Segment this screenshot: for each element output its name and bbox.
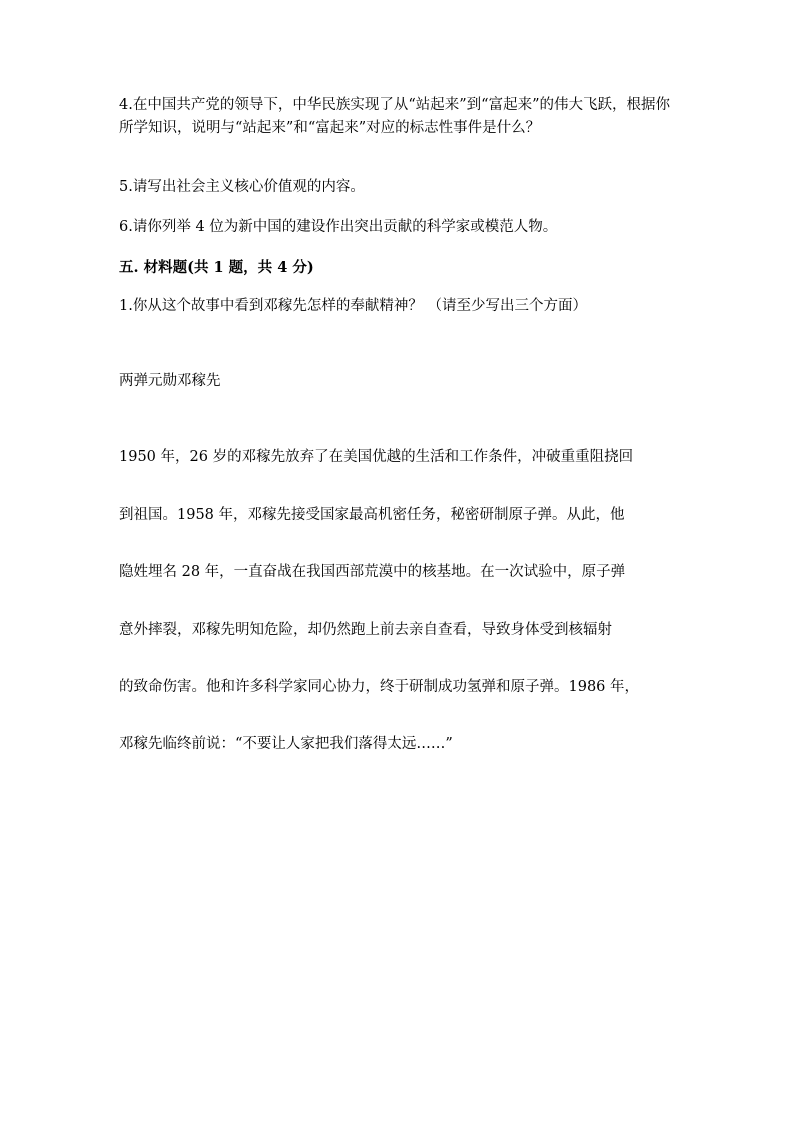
question-4: 4.在中国共产党的领导下，中华民族实现了从“站起来”到“富起来”的伟大飞跃，根据你所学知识，说明与“站起来”和“富起来”对应的标志性事件是什么？	[119, 97, 670, 136]
passage-line: 1950 年，26 岁的邓稼先放弃了在美国优越的生活和工作条件，冲破重重阻挠回	[119, 449, 634, 465]
section-title: 五. 材料题(共 1 题，共 4 分)	[119, 259, 314, 276]
passage-line: 隐姓埋名 28 年，一直奋战在我国西部荒漠中的核基地。在一次试验中，原子弹	[119, 564, 626, 580]
passage-line: 邓稼先临终前说：“不要让人家把我们落得太远……”	[119, 736, 453, 752]
question-6: 6.请你列举 4 位为新中国的建设作出突出贡献的科学家或模范人物。	[119, 219, 558, 235]
passage-line: 意外摔裂，邓稼先明知危险，却仍然跑上前去亲自查看，导致身体受到核辐射	[119, 622, 612, 638]
passage-title: 两弹元勋邓稼先	[119, 373, 221, 389]
passage-line: 到祖国。1958 年，邓稼先接受国家最高机密任务，秘密研制原子弹。从此，他	[119, 507, 625, 523]
passage-line: 的致命伤害。他和许多科学家同心协力，终于研制成功氢弹和原子弹。1986 年，	[119, 679, 640, 695]
question-5: 5.请写出社会主义核心价值观的内容。	[119, 179, 365, 195]
material-question-1: 1.你从这个故事中看到邓稼先怎样的奉献精神？ （请至少写出三个方面）	[119, 298, 587, 314]
